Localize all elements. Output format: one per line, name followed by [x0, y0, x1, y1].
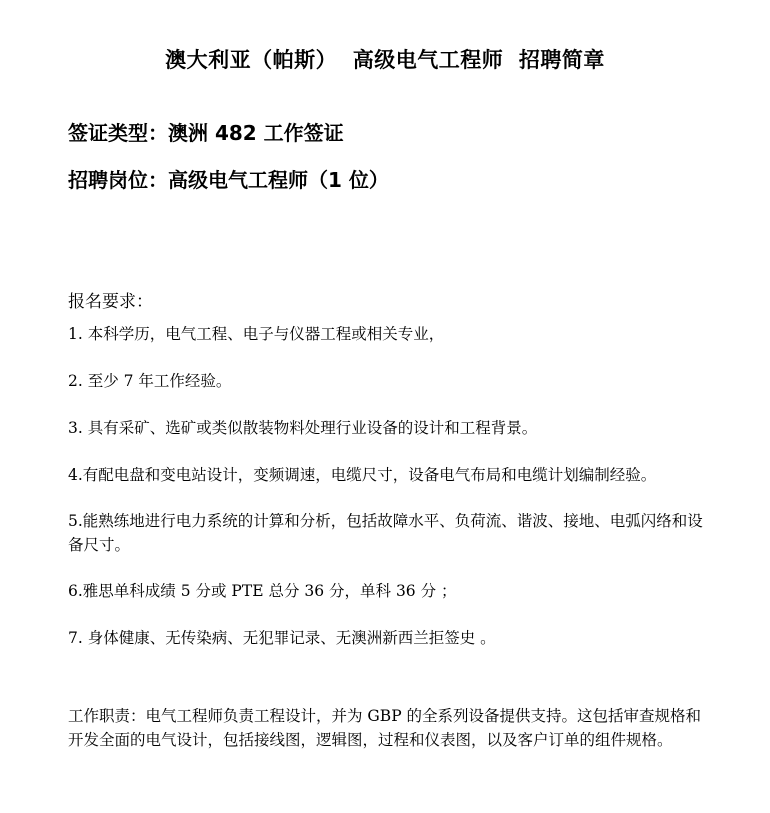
requirement-item: 6.雅思单科成绩 5 分或 PTE 总分 36 分，单科 36 分 ； [68, 582, 457, 600]
requirements-heading: 报名要求： [68, 292, 153, 312]
requirement-item: 2. 至少 7 年工作经验。 [68, 372, 232, 390]
requirement-item: 3. 具有采矿、选矿或类似散装物料处理行业设备的设计和工程背景。 [68, 419, 538, 437]
requirement-item: 4.有配电盘和变电站设计，变频调速，电缆尺寸，设备电气布局和电缆计划编制经验。 [68, 466, 657, 484]
requirement-item: 7. 身体健康、无传染病、无犯罪记录、无澳洲新西兰拒签史 。 [68, 629, 496, 647]
requirements-list [68, 322, 708, 673]
job-duties-paragraph: 工作职责：电气工程师负责工程设计，并为 GBP 的全系列设备提供支持。这包括审查规格和开发全面的电气设计，包括接线图，逻辑图，过程和仪表图，以及客户订单的组件规格。 [68, 707, 702, 749]
requirement-item: 1. 本科学历，电气工程、电子与仪器工程或相关专业， [68, 325, 445, 343]
requirement-item: 5.能熟练地进行电力系统的计算和分析，包括故障水平、负荷流、谐波、接地、电弧闪络和设备尺寸。 [68, 512, 703, 554]
visa-type-line: 签证类型：澳洲 482 工作签证 [68, 121, 344, 145]
page-title: 澳大利亚（帕斯） 高级电气工程师 招聘简章 [165, 48, 605, 72]
position-line: 招聘岗位：高级电气工程师（1 位） [68, 168, 389, 192]
